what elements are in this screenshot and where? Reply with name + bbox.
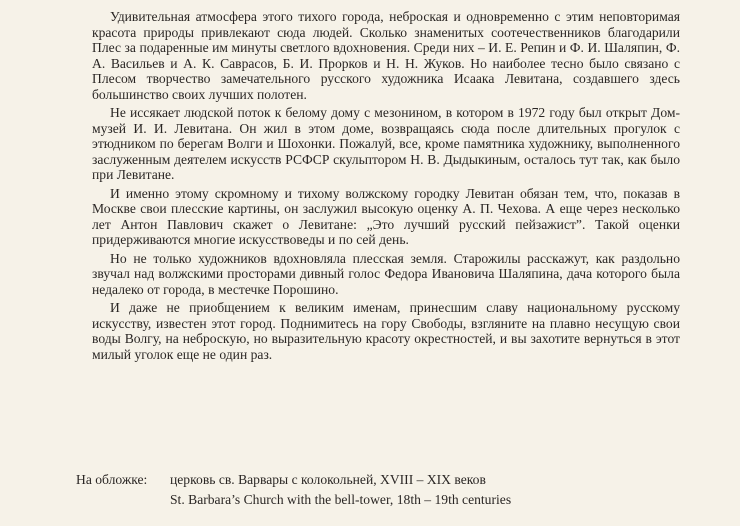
- paragraph-3: И именно этому скромному и тихому волжскому городку Левитан обязан тем, что, показав в Москве свои плесские картины, он заслужил высокую оценку А. П. Чехова. А еще через несколько лет Антон Павлович скажет о Левитане: „Это лучший русский пейзажист”. Такой оценки придерживаются многие искусствоведы и по сей день.: [92, 185, 680, 247]
- caption-ru-row: [76, 470, 696, 490]
- paragraph-2: Не иссякает людской поток к белому дому с мезонином, в котором в 1972 году был открыт Дом-музей И. И. Левитана. Он жил в этом доме, возвращаясь сюда после длительных прогулок с этюдником по берегам Волги и Шохонки. Пожалуй, все, кроме памятника художнику, выполненного заслуженным деятелем искусств РСФСР скульптором Н. В. Дыдыкиным, осталось тут так, как было при Левитане.: [92, 105, 680, 182]
- cover-caption: [76, 470, 696, 510]
- paragraph-5: И даже не приобщением к великим именам, принесшим славу национальному русскому искусству, известен этот город. Поднимитесь на гору Свободы, взгляните на плавно несущую свои воды Волгу, на неброскую, но выразительную красоту окрестностей, и вы захотите вернуться в этот милый уголок еще не один раз.: [92, 300, 680, 362]
- caption-en: St. Barbara’s Church with the bell-tower, 18th – 19th centuries: [170, 492, 512, 507]
- paragraph-4: Но не только художников вдохновляла плесская земля. Старожилы расскажут, как раздольно звучал над волжскими просторами дивный голос Федора Ивановича Шаляпина, дача которого была недалеко от города, в местечке Порошино.: [92, 250, 680, 297]
- paragraph-1: Удивительная атмосфера этого тихого города, неброская и одновременно с этим неповторимая красота природы привлекают сюда людей. Сколько знаменитых соотечественников благодарили Плес за подаренные им минуты светлого вдохновения. Среди них – И. Е. Репин и Ф. И. Шаляпин, Ф. А. Васильев и А. К. Саврасов, Б. И. Прорков и Н. Н. Жуков. Но наиболее тесно было связано с Плесом творчество замечательного русского художника Исаака Левитана, создавшего здесь большинство своих лучших полотен.: [92, 9, 680, 102]
- body-text: [92, 9, 680, 365]
- caption-lead: На обложке:: [76, 472, 148, 487]
- caption-ru: церковь св. Варвары с колокольней, XVIII – XIX веков: [170, 472, 486, 487]
